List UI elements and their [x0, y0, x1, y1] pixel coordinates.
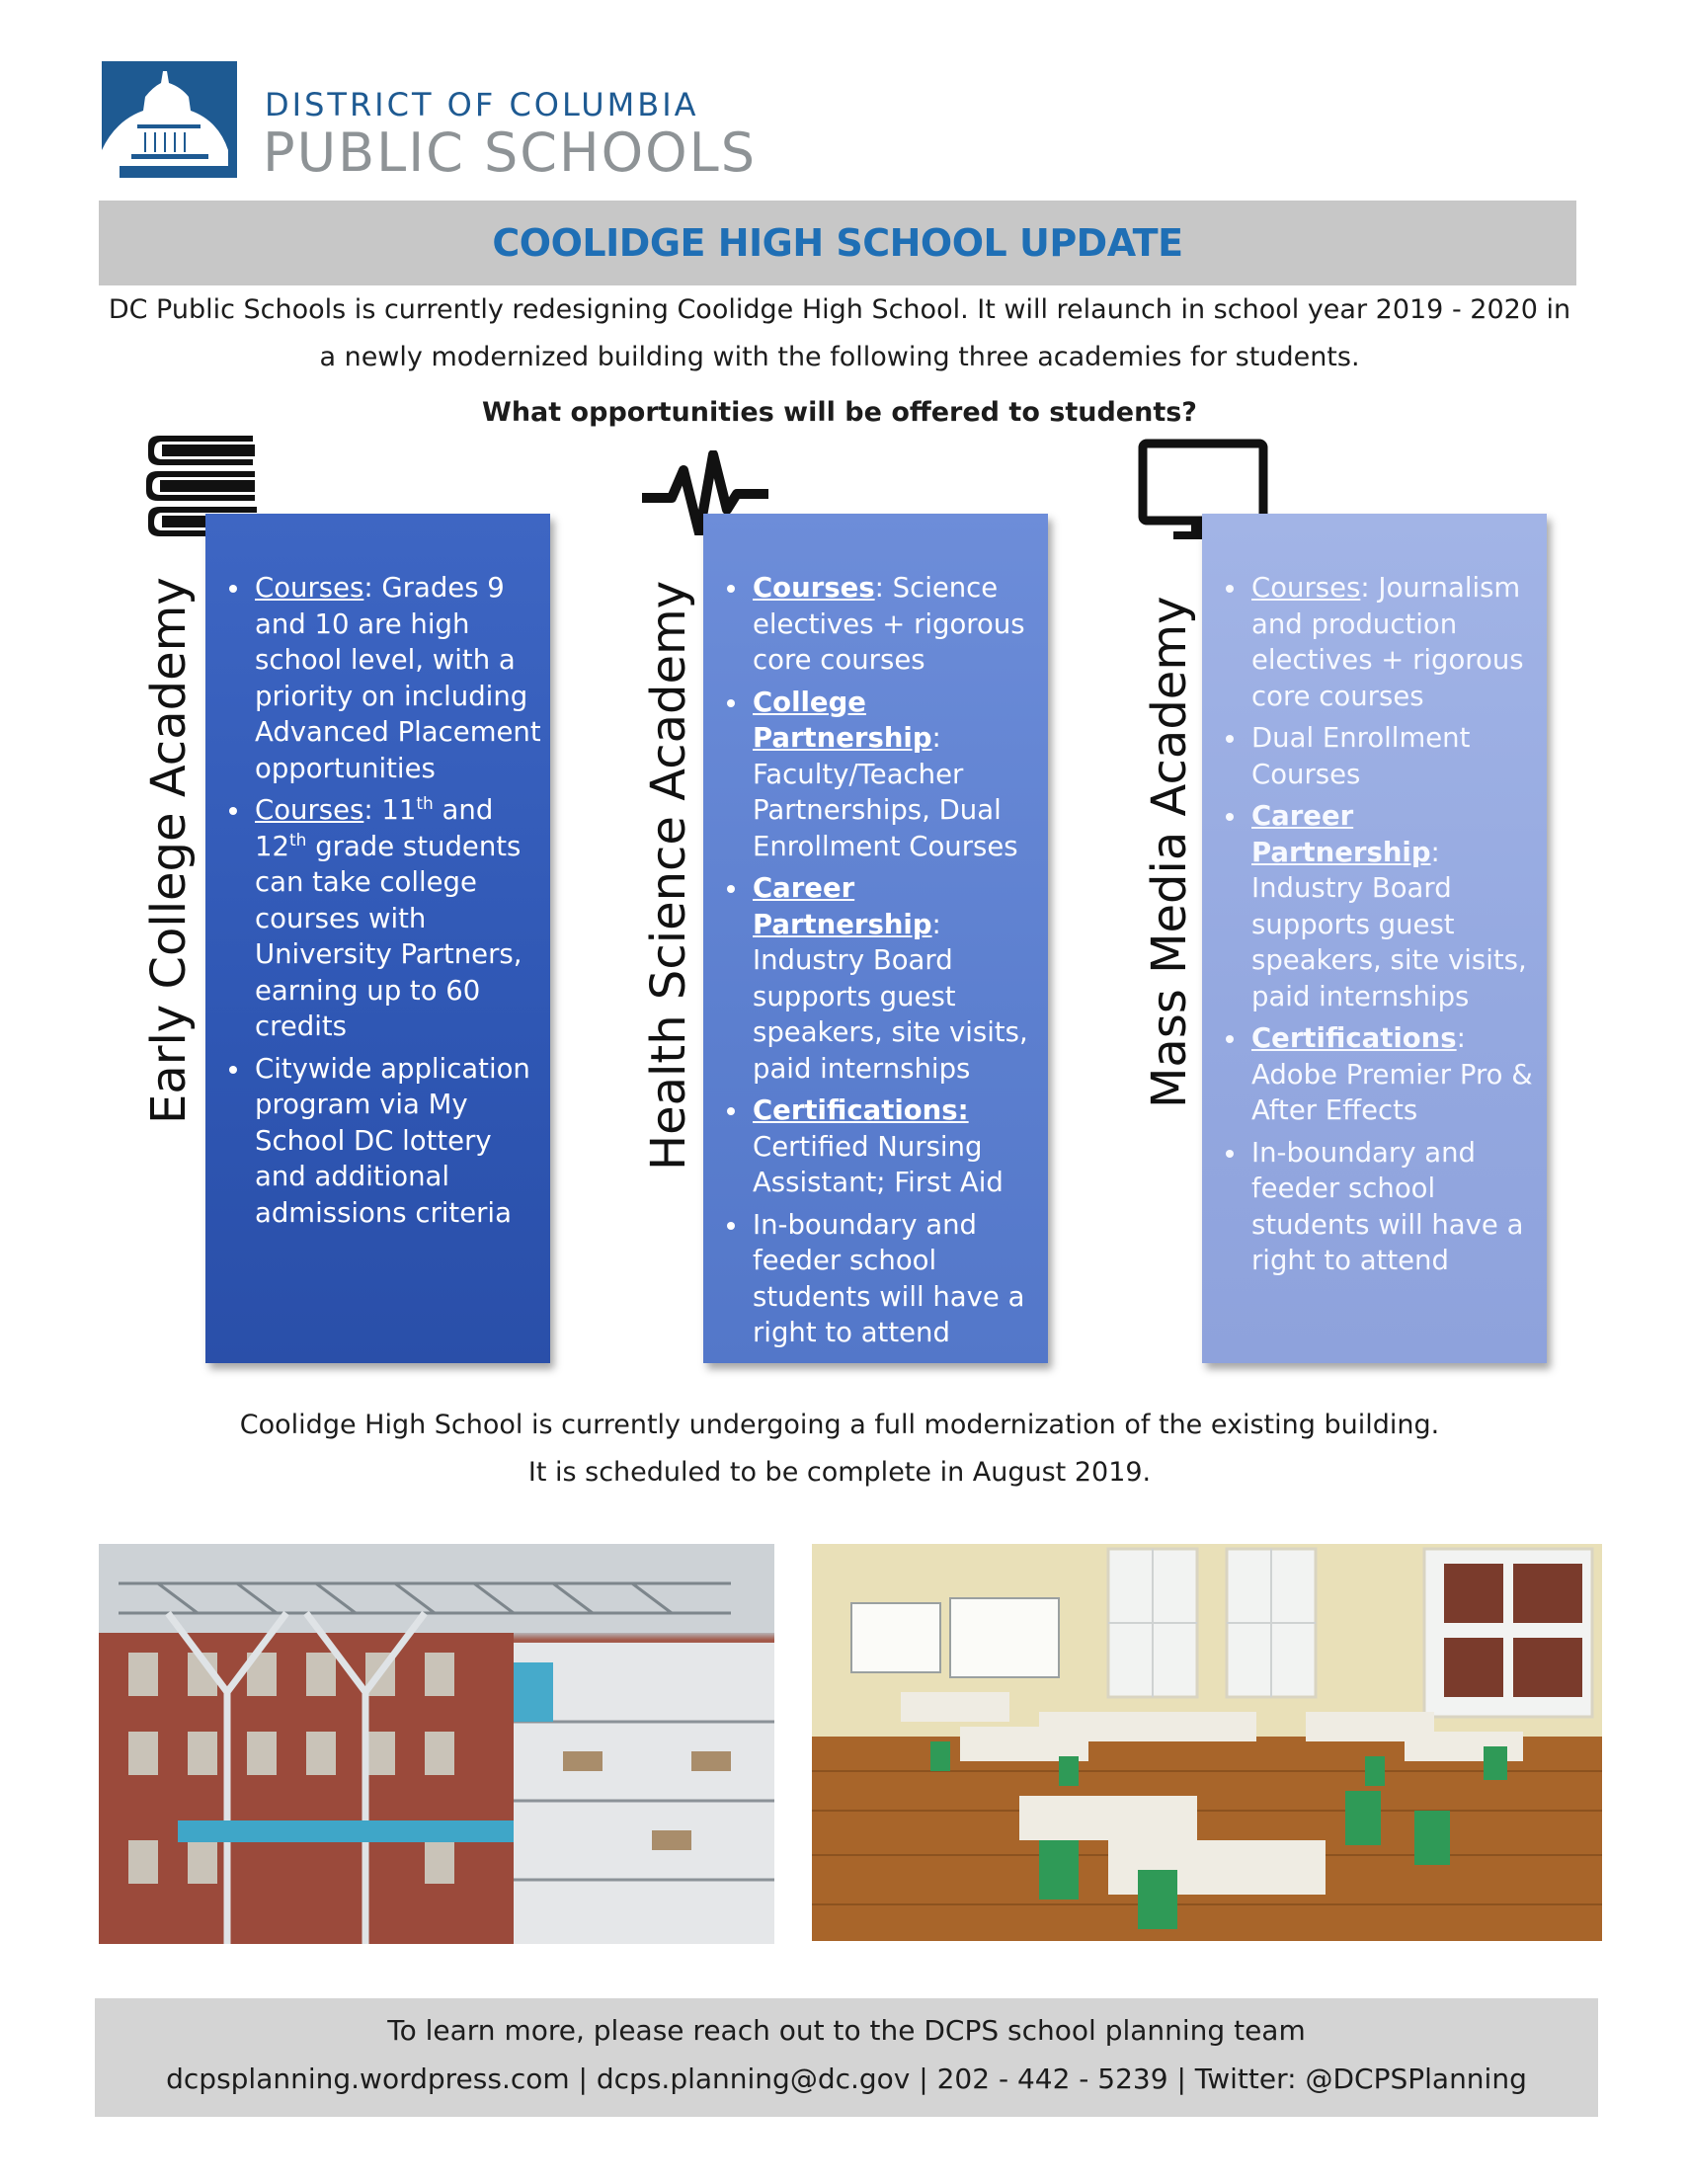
footer-line-1: To learn more, please reach out to the DCPS school planning team: [387, 2014, 1306, 2047]
bullet-list: [227, 570, 545, 1237]
list-item: In-boundary and feeder school students will have a right to attend: [1224, 1135, 1542, 1279]
bullet-list: [1224, 570, 1542, 1285]
org-name-line2: PUBLIC SCHOOLS: [263, 121, 757, 184]
bullet-list: [725, 570, 1043, 1357]
building-rendering-image: [99, 1544, 774, 1944]
org-name-line1: DISTRICT OF COLUMBIA: [265, 86, 699, 123]
list-item: College Partnership: Faculty/Teacher Partnerships, Dual Enrollment Courses: [725, 685, 1043, 865]
intro-line-2: a newly modernized building with the following three academies for students.: [319, 342, 1360, 372]
classroom-rendering-image: [812, 1544, 1602, 1941]
modernization-line-2: It is scheduled to be complete in August 2019.: [527, 1457, 1152, 1488]
academy-panel-early-college: [205, 514, 550, 1363]
list-item: Courses: Journalism and production electives + rigorous core courses: [1224, 570, 1542, 714]
list-item: Certifications: Adobe Premier Pro & After Effects: [1224, 1020, 1542, 1129]
modernization-line-1: Coolidge High School is currently undergoing a full modernization of the existing building.: [239, 1410, 1440, 1440]
list-item: Dual Enrollment Courses: [1224, 720, 1542, 792]
list-item: Career Partnership: Industry Board supports guest speakers, site visits, paid internships: [725, 870, 1043, 1087]
list-item: Courses: Grades 9 and 10 are high school level, with a priority on including Advanced Placement opportunities: [227, 570, 545, 786]
list-item: Certifications: Certified Nursing Assistant; First Aid: [725, 1092, 1043, 1201]
list-item: Courses: Science electives + rigorous core courses: [725, 570, 1043, 679]
question-heading: What opportunities will be offered to students?: [482, 397, 1197, 428]
footer-contact-info: dcpsplanning.wordpress.com | dcps.planning@dc.gov | 202 - 442 - 5239 | Twitter: @DCPSPlanning: [166, 2063, 1527, 2095]
academy-name-mass-media: Mass Media Academy: [1142, 596, 1197, 1108]
title-banner: [99, 201, 1576, 285]
capitol-dome-logo: [102, 61, 237, 178]
list-item: Citywide application program via My School DC lottery and additional admissions criteria: [227, 1051, 545, 1232]
academy-name-early-college: Early College Academy: [141, 577, 197, 1124]
list-item: In-boundary and feeder school students will have a right to attend: [725, 1207, 1043, 1351]
academy-panel-health-science: [703, 514, 1048, 1363]
footer-contact-bar: [95, 1998, 1598, 2117]
academy-panel-mass-media: [1202, 514, 1547, 1363]
academy-name-health-science: Health Science Academy: [641, 580, 696, 1171]
page-title: COOLIDGE HIGH SCHOOL UPDATE: [492, 221, 1183, 265]
list-item: Courses: 11th and 12th grade students can take college courses with University Partners, earning up to 60 credits: [227, 792, 545, 1045]
list-item: Career Partnership: Industry Board supports guest speakers, site visits, paid internships: [1224, 798, 1542, 1014]
intro-line-1: DC Public Schools is currently redesigning Coolidge High School. It will relaunch in school year 2019 - 2020 in: [108, 294, 1571, 325]
